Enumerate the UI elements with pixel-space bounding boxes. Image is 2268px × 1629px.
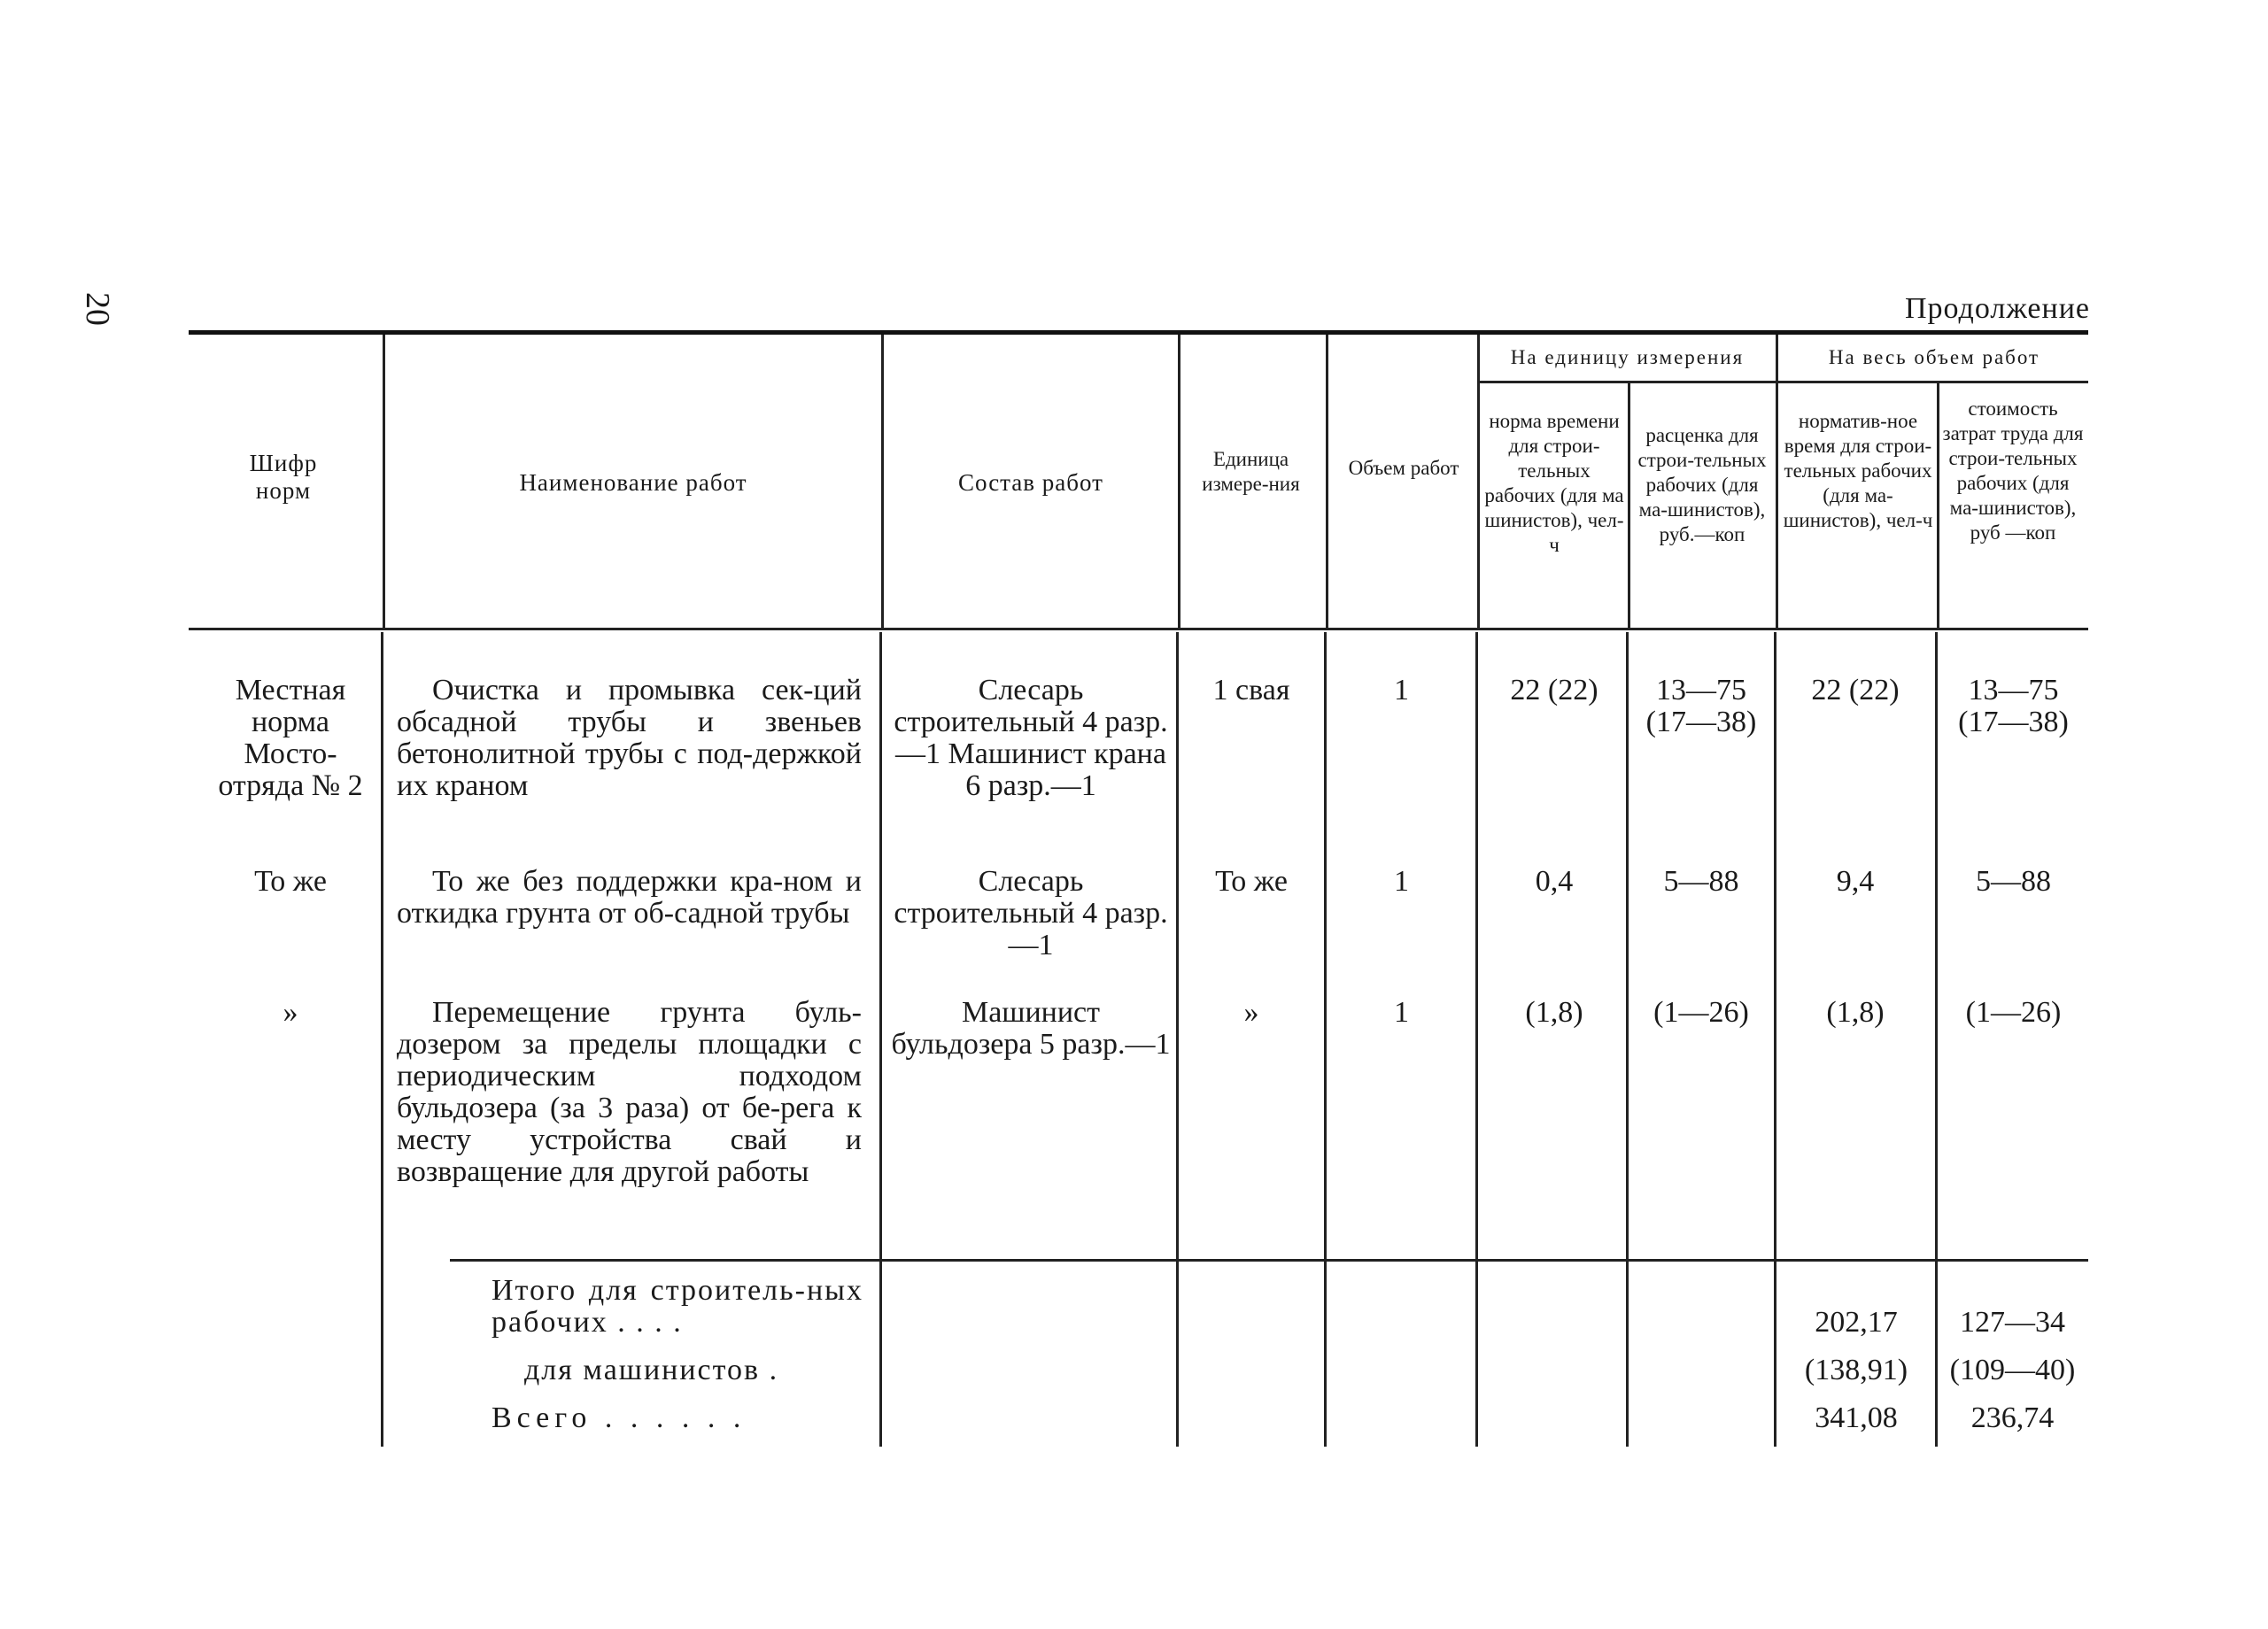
col-line-1 xyxy=(383,335,385,628)
header-name: Наименование работ xyxy=(519,469,747,496)
table-row-3-cost-total: (1—26) xyxy=(1965,996,2062,1029)
table-row-3-norm-time: (1,8) xyxy=(1525,996,1583,1029)
header-norm-time-total: норматив-ное время для строи-тельных рабочих (для ма-шинистов), чел-ч xyxy=(1783,410,1933,531)
body-line-4 xyxy=(1324,632,1327,1447)
totals-builders-label: Итого для строитель-ных рабочих . . . . xyxy=(492,1274,863,1339)
table-row-2-name: То же без поддержки кра-ном и откидка грунта от об-садной трубы xyxy=(397,865,862,930)
body-line-5 xyxy=(1475,632,1478,1447)
table-row-1-cost-total: 13—75 (17—38) xyxy=(1958,674,2069,738)
totals-builders-cost: 127—34 xyxy=(1960,1306,2065,1339)
table-row-3-norm-time-total: (1,8) xyxy=(1826,996,1885,1029)
body-line-7 xyxy=(1774,632,1776,1447)
table-row-1-volume: 1 xyxy=(1394,674,1409,706)
table-row-1-norm-time: 22 (22) xyxy=(1510,674,1598,706)
table-row-2-composition: Слесарь строительный 4 разр.—1 xyxy=(894,865,1168,961)
table-row-1-code: Местная норма Мосто-отряда № 2 xyxy=(218,674,363,802)
table-row-1-name: Очистка и промывка сек-ций обсадной трубы и звеньев бетонолитной трубы с под-держкой их краном xyxy=(397,674,862,802)
col-line-5 xyxy=(1477,335,1480,628)
body-line-2 xyxy=(879,632,882,1447)
body-line-3 xyxy=(1176,632,1179,1447)
totals-all-cost: 236,74 xyxy=(1970,1401,2055,1434)
table-row-2-norm-time-total: 9,4 xyxy=(1836,865,1875,898)
table-row-2-code: То же xyxy=(254,865,327,898)
table-row-2-volume: 1 xyxy=(1394,865,1409,898)
table-top-rule xyxy=(189,330,2088,335)
header-total-group: На весь объем работ xyxy=(1828,346,2040,368)
header-code: Шифр норм xyxy=(249,450,318,504)
col-line-7 xyxy=(1776,335,1778,628)
table-row-3-rate: (1—26) xyxy=(1653,996,1749,1029)
page-number: 20 xyxy=(79,292,116,326)
col-line-6 xyxy=(1628,383,1630,628)
totals-all-time: 341,08 xyxy=(1815,1401,1898,1434)
table-row-3-name: Перемещение грунта буль-дозером за пределы площадки с периодическим подходом бульдозера (за 3 раза) от бе-рега к месту устройства свай и возвращение для другой работы xyxy=(397,996,862,1188)
table-row-3-volume: 1 xyxy=(1394,996,1409,1029)
table-row-2-cost-total: 5—88 xyxy=(1976,865,2051,898)
table-row-3-code: » xyxy=(283,996,298,1029)
body-line-6 xyxy=(1626,632,1629,1447)
header-rate: расценка для строи-тельных рабочих (для ма-шинистов), руб.—коп xyxy=(1637,424,1767,545)
header-norm-time: норма времени для строи-тельных рабочих (для ма шинистов), чел-ч xyxy=(1484,410,1624,556)
header-composition: Состав работ xyxy=(958,469,1103,496)
table-row-1-norm-time-total: 22 (22) xyxy=(1811,674,1900,706)
totals-machinists-label: для машинистов . xyxy=(524,1354,779,1386)
table-row-1-unit: 1 свая xyxy=(1212,674,1290,706)
header-volume: Объем работ xyxy=(1348,457,1459,479)
table-row-1-composition: Слесарь строительный 4 разр.—1 Машинист крана 6 разр.—1 xyxy=(894,674,1168,802)
header-bottom-rule xyxy=(189,628,2088,630)
body-line-1 xyxy=(381,632,383,1447)
totals-machinists-time: (138,91) xyxy=(1804,1354,1908,1386)
table-row-3-composition: Машинист бульдозера 5 разр.—1 xyxy=(891,996,1171,1061)
table-row-2-unit: То же xyxy=(1215,865,1288,898)
col-line-4 xyxy=(1326,335,1328,628)
col-line-3 xyxy=(1178,335,1180,628)
col-line-8 xyxy=(1937,383,1939,628)
header-unit: Единица измере-ния xyxy=(1202,448,1300,495)
table-row-1-rate: 13—75 (17—38) xyxy=(1645,674,1757,738)
totals-rule xyxy=(450,1259,2088,1262)
totals-all-label: Всего . . . . . . xyxy=(492,1401,747,1434)
totals-machinists-cost: (109—40) xyxy=(1949,1354,2076,1386)
table-row-2-norm-time: 0,4 xyxy=(1535,865,1574,898)
continuation-label: Продолжение xyxy=(1904,292,2090,325)
totals-builders-time: 202,17 xyxy=(1815,1306,1898,1339)
total-group-rule xyxy=(1776,381,2088,383)
header-per-unit-group: На единицу измерения xyxy=(1510,346,1745,368)
col-line-2 xyxy=(881,335,884,628)
table-row-2-rate: 5—88 xyxy=(1663,865,1739,898)
header-cost-total: стоимость затрат труда для строи-тельных рабочих (для ма-шинистов), руб —коп xyxy=(1942,398,2084,544)
body-line-8 xyxy=(1935,632,1938,1447)
table-row-3-unit: » xyxy=(1243,996,1259,1029)
